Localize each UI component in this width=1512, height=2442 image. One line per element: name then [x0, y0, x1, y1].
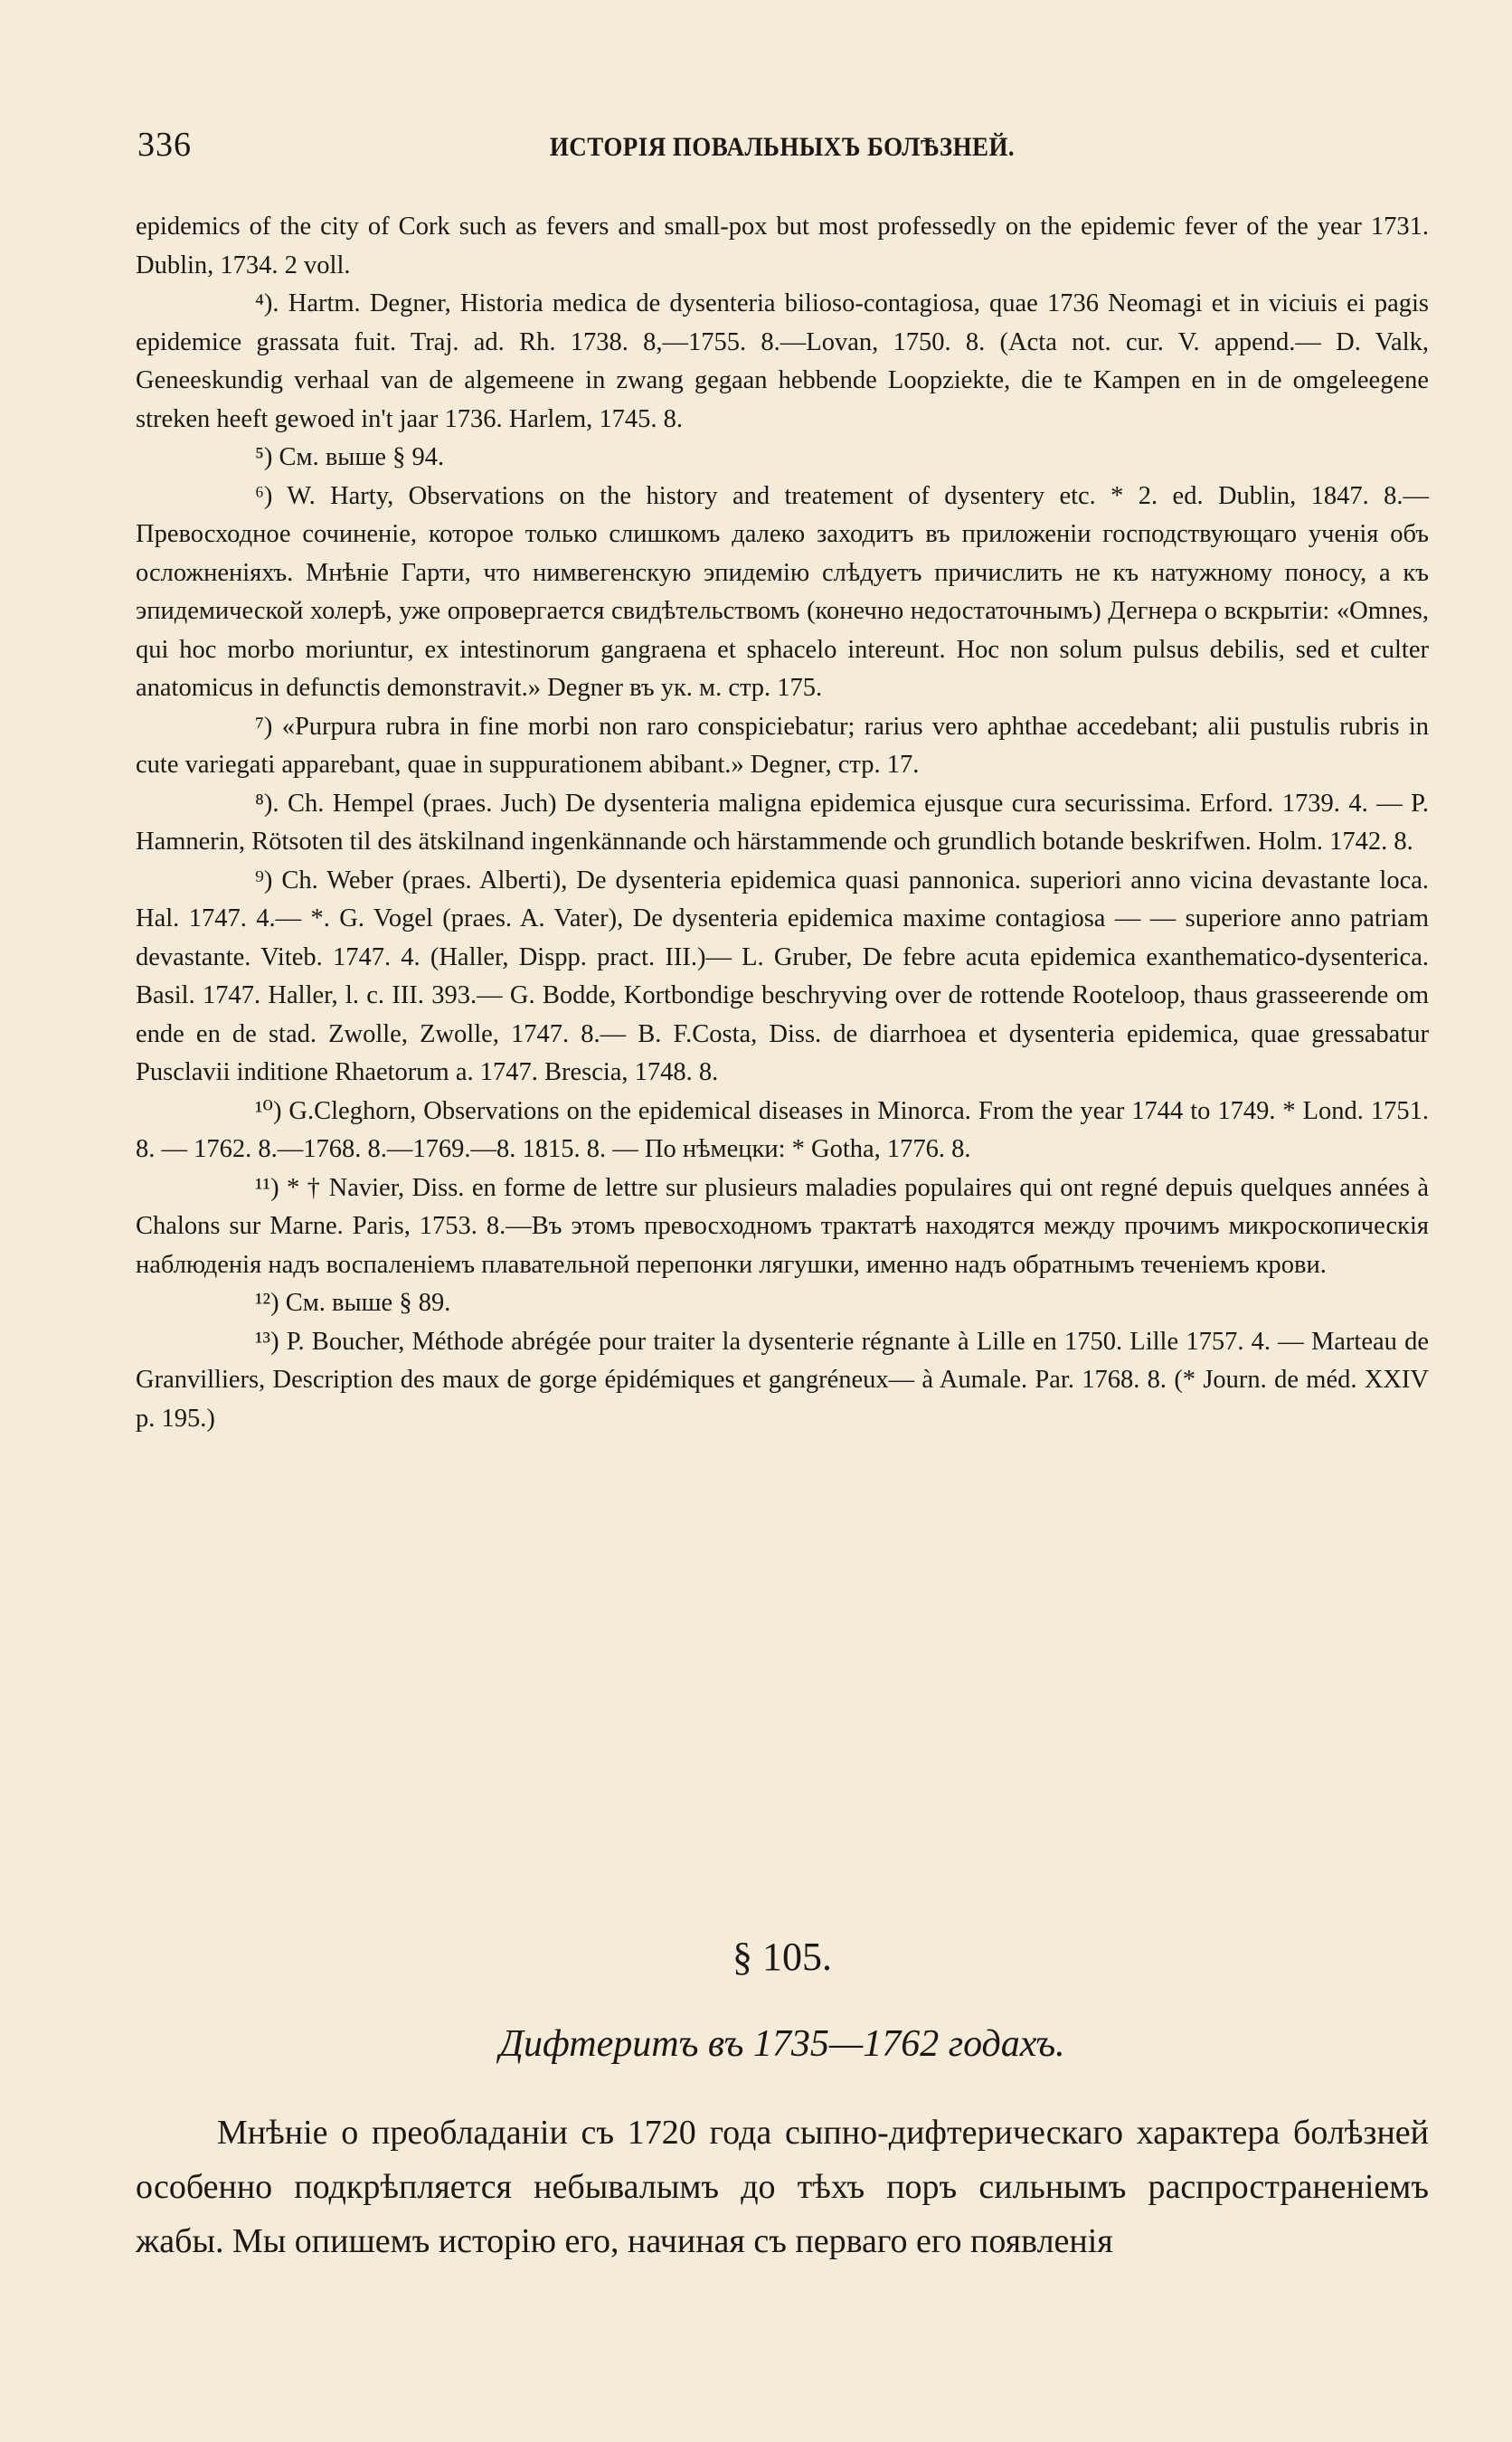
footnote-9: ⁹) Ch. Weber (praes. Alberti), De dysenteria epidemica quasi pannonica. superiori anno vicina devastante loca. Hal. 1747. 4.— *. G. Vogel (praes. A. Vater), De dysenteria epidemica maxime contagiosa — — superiore anno patriam devastante. Viteb. 1747. 4. (Haller, Dispp. pract. III.)— L. Gruber, De febre acuta epidemica exanthematico-dysenterica. Basil. 1747. Haller, l. c. III. 393.— G. Bodde, Kortbondige beschryving over de rottende Rooteloop, thaus grasseerende om ende en de stad. Zwolle, Zwolle, 1747. 8.— B. F.Costa, Diss. de diarrhoea et dysenteria epidemica, quae gressabatur Pusclavii inditione Rhaetorum a. 1747. Brescia, 1748. 8. [136, 866, 1429, 1086]
footnote-12: ¹²) См. выше § 89. [255, 1289, 451, 1317]
footnote-continuation: epidemics of the city of Cork such as fevers and small-pox but most professedly on the epidemic fever of the year 1731. Dublin, 1734. 2 voll. [136, 213, 1429, 279]
footnote-13: ¹³) P. Boucher, Méthode abrégée pour traiter la dysenterie régnante à Lille en 1750. Lille 1757. 4. — Marteau de Granvilliers, Description des maux de gorge épidémiques et gangréneux— à Aumale. Par. 1768. 8. (* Journ. de méd. XXIV p. 195.) [136, 1327, 1429, 1433]
footnote-4: ⁴). Hartm. Degner, Historia medica de dysenteria bilioso-contagiosa, quae 1736 Neomagi et in viciuis ei pagis epidemice grassata fuit. Traj. ad. Rh. 1738. 8,—1755. 8.—Lovan, 1750. 8. (Acta not. cur. V. append.— D. Valk, Geneeskundig verhaal van de algemeene in zwang gegaan hebbende Loopziekte, die te Kampen en in de omgeleegene streken heeft gewoed in't jaar 1736. Harlem, 1745. 8. [136, 289, 1429, 433]
footnote-11: ¹¹) * † Navier, Diss. en forme de lettre sur plusieurs maladies populaires qui ont regné depuis quelques années à Chalons sur Marne. Paris, 1753. 8.—Въ этомъ превосходномъ трактатѣ находятся между прочимъ микроскопическія наблюденія надъ воспаленіемъ плавательной перепонки лягушки, именно надъ обратнымъ теченіемъ крови. [136, 1173, 1429, 1279]
section-body-text: Мнѣніе о преобладаніи съ 1720 года сыпно-дифтерическаго характера болѣзней особенно подкрѣпляется небывалымъ до тѣхъ поръ сильнымъ распространеніемъ жабы. Мы опишемъ исторію его, начиная съ перваго его появленія [136, 2114, 1429, 2260]
footnotes [136, 208, 1429, 1438]
section-number: § 105. [732, 1935, 832, 1979]
footnote-6: ⁶) W. Harty, Observations on the history and treatement of dysentery etc. * 2. ed. Dublin, 1847. 8.— Превосходное сочиненіе, которое только слишкомъ далеко заходитъ въ приложеніи господствующаго ученія объ осложненіяхъ. Мнѣніе Гарти, что нимвегенскую эпидемію слѣдуетъ причислить не къ натужному поносу, а къ эпидемической холерѣ, уже опровергается свидѣтельствомъ (конечно недостаточнымъ) Дегнера о вскрытіи: «Omnes, qui hoc morbo moriuntur, ex intestinorum gangraena et sphacelo intereunt. Hoc non solum pulsus debilis, sed et culter anatomicus in defunctis demonstravit.» Degner въ ук. м. стр. 175. [136, 481, 1429, 702]
footnote-7: ⁷) «Purpura rubra in fine morbi non raro conspiciebatur; rarius vero aphthae accedebant; alii pustulis rubris in cute variegati apparebant, quae in suppurationem abibant.» Degner, стр. 17. [136, 712, 1429, 779]
page-header [136, 118, 1429, 172]
running-head: ИСТОРІЯ ПОВАЛЬНЫХЪ БОЛѢЗНЕЙ. [549, 132, 1016, 162]
page-number: 336 [137, 126, 192, 164]
section-title: Дифтеритъ въ 1735—1762 годахъ. [499, 2023, 1065, 2065]
book-page [136, 118, 1429, 2397]
footnote-5: ⁵) См. выше § 94. [255, 443, 445, 471]
footnote-10: ¹⁰) G.Cleghorn, Observations on the epidemical diseases in Minorca. From the year 1744 to 1749. * Lond. 1751. 8. — 1762. 8.—1768. 8.—1769.—8. 1815. 8. — По нѣмецки: * Gotha, 1776. 8. [136, 1096, 1429, 1163]
footnote-8: ⁸). Ch. Hempel (praes. Juch) De dysenteria maligna epidemica ejusque cura securissima. Erford. 1739. 4. — P. Hamnerin, Rötsoten til des ätskilnand ingenkännande och härstammende och grundlich botande beskrifwen. Holm. 1742. 8. [136, 789, 1429, 856]
